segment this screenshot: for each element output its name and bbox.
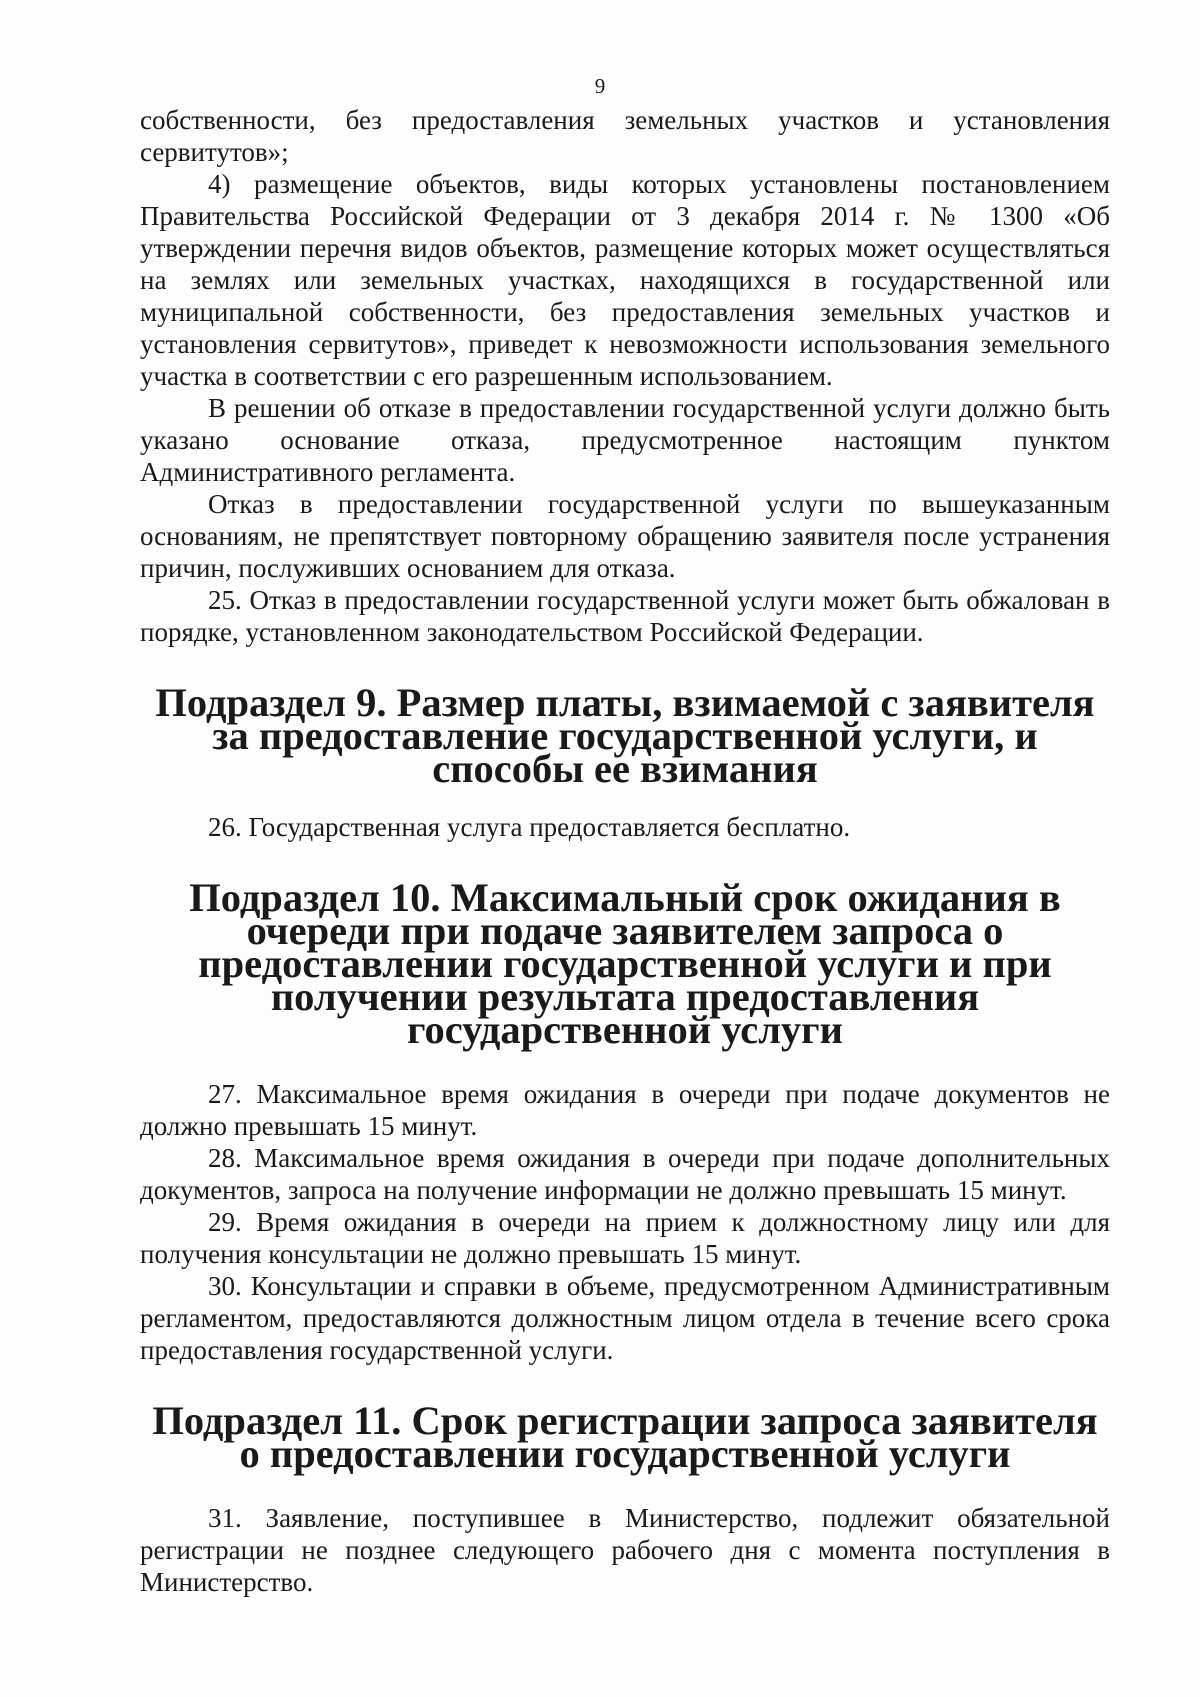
paragraph: 30. Консультации и справки в объеме, предусмотренном Административным регламентом, предоставляются должностным лицом отдела в течение всего срока предоставления государственной услуги. [140, 1271, 1110, 1365]
section-10-heading: Подраздел 10. Максимальный срок ожидания в очереди при подаче заявителем запроса о предоставлении государственной услуги и при получении результата предоставления государственной услуги [189, 875, 1061, 1052]
section-9-heading: Подраздел 9. Размер платы, взимаемой с заявителя за предоставление государственной услуги, и способы ее взимания [155, 680, 1095, 791]
paragraph: 4) размещение объектов, виды которых установлены постановлением Правительства Российской Федерации от 3 декабря 2014 г. № 1300 «Об утверждении перечня видов объектов, размещение которых может осуществляться на землях или земельных участках, находящихся в государственной или муниципальной собственности, без предоставления земельных участков и установления сервитутов», приведет к невозможности использования земельного участка в соответствии с его разрешенным использованием. [140, 169, 1110, 391]
section-11-heading: Подраздел 11. Срок регистрации запроса заявителя о предоставлении государственной услуги [152, 1398, 1098, 1476]
paragraph: 29. Время ожидания в очереди на прием к должностному лицу или для получения консультации не должно превышать 15 минут. [140, 1207, 1110, 1269]
page-number: 9 [594, 74, 606, 98]
paragraph: 25. Отказ в предоставлении государственной услуги может быть обжалован в порядке, установленном законодательством Российской Федерации. [140, 585, 1110, 647]
paragraph: 28. Максимальное время ожидания в очереди при подаче дополнительных документов, запроса на получение информации не должно превышать 15 минут. [140, 1143, 1110, 1205]
paragraph: 26. Государственная услуга предоставляется бесплатно. [208, 812, 851, 842]
document-body [140, 104, 1110, 1598]
paragraph: 31. Заявление, поступившее в Министерство, подлежит обязательной регистрации не позднее следующего рабочего дня с момента поступления в Министерство. [140, 1503, 1110, 1597]
paragraph: В решении об отказе в предоставлении государственной услуги должно быть указано основание отказа, предусмотренное настоящим пунктом Административного регламента. [140, 393, 1110, 487]
paragraph: Отказ в предоставлении государственной услуги по вышеуказанным основаниям, не препятствует повторному обращению заявителя после устранения причин, послуживших основанием для отказа. [140, 489, 1110, 583]
paragraph: собственности, без предоставления земельных участков и установления сервитутов»; [140, 105, 1110, 167]
paragraph: 27. Максимальное время ожидания в очереди при подаче документов не должно превышать 15 минут. [140, 1079, 1110, 1141]
